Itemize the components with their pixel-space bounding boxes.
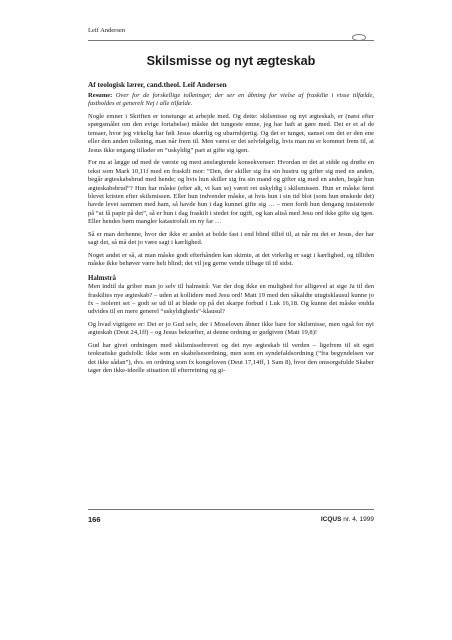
section-heading: Halmstrå xyxy=(88,274,116,282)
paragraph: Gud har givet ordningen med skilsmissebrevet og det nye ægteskab til verden – ligefrem til sit eget teokratiske gudsfolk: ikke som en skabelsesordning, men som en syndefaldsordning (“fra begyndelsen var det ikke sådan”), dvs. en ordning som fx kongeloven (Deut 17,14ff, 1 Sam 8), hvor den omsorgsfulde Skaber tager den ikke-ideelle situation til efterretning og gi- xyxy=(88,341,374,375)
summary xyxy=(88,92,374,109)
paragraph: For nu at lægge ud med de værste og mest ansfægtende konsekvenser: Hvordan er det at sidde og drøfte en tekst som Mark 10,11f med en fraskilt mor: “Den, der skiller sig fra sin hustru og gifter sig med en anden, begår ægteskabsbrud med hende; og hvis hun skiller sig fra sin mand og gifter sig med en anden, begår hun ægteskabsbrud”? Hun har måske (efter alt, vi kan se) været ret uskyldig i skilsmissen. Hun er måske først blevet kristen efter skilsmissen. Eller hun indvender måske, at hvis hun i sin tid blot (som hun ønskede det) havde levet sammen med ham, så havde hun i dag kunnet gifte sig … – men fordi hun dengang insisterede på “at få papir på det”, så er hun i dag fraskilt i stedet for ugift, og kan altså med Jesu ord ikke gifte sig igen. Eller hendes børn mangler katastrofalt en ny far … xyxy=(88,159,374,226)
paragraph: Noget andet er så, at man måske godt efterhånden kan skimte, at det virkelig er sagt i kærlighed, og tilliden måske ikke behøver være helt blind; det vil jeg gerne vende tilbage til til sidst. xyxy=(88,251,374,268)
page-number: 166 xyxy=(88,515,101,524)
footer-rule xyxy=(88,509,374,510)
header-rule xyxy=(88,40,374,41)
article-body xyxy=(88,92,374,380)
journal-issue-text: nr. 4, 1999 xyxy=(343,516,374,523)
summary-label: Resume: xyxy=(88,92,113,99)
journal-name: ICQUS xyxy=(320,516,342,523)
paragraph: Men indtil da griber man jo selv til halmstrå: Var der dog ikke en mulighed for alligevel at sige Ja til den fraskiltes nye ægteskab? – uden at kollidere med Jesu ord! Matt 19 med den såkaldte utugtsklausul kunne jo fx – isoleret set – godt se ud til at bløde op på det skarpe forbud i Luk 16,18. Og kunne det måske endda udvides til en mere generel “uskyldigheds”-klausul? xyxy=(88,283,374,316)
summary-text: Over for de forskellige tolkninger, der ser en åbning for vielse af fraskilte i visse tilfælde, fastholdes et generelt Nej i alle tilfælde. xyxy=(88,92,374,108)
journal-logo-icon xyxy=(352,34,366,41)
running-head-author: Leif Andersen xyxy=(88,27,126,34)
paragraph: Og hvad vigtigere er: Det er jo Gud selv, der i Moseloven åbner ikke bare for skilsmisse, men også for nyt ægteskab (Deut 24,1ff) – og Jesus bekræfter, at denne ordning er gudgiven (Matt 19,8)! xyxy=(88,320,374,337)
paragraph: Så er man derhenne, hvor der ikke er andet at bolde fast i end blind tillid til, at når nu det er Jesus, der har sagt det, så må det jo være sagt i kærlighed. xyxy=(88,230,374,247)
article-title: Skilsmisse og nyt ægteskab xyxy=(146,54,316,68)
paragraph: Nogle emner i Skriften er tonstunge at arbejde med. Og dette: skilsmisse og nyt ægteskab, er (næst efter spørgsmålet om den evige fortabelse) måske det tungeste emne, jeg har haft at gøre med. Det er et af de temaer, hvor jeg virkelig har følt Jesus ukærlig og ubarmhjertig. Og det er tunget, uanset om det er den ene eller den anden tolkning, man når frem til. Men værst er det selvfølgelig, hvis man nu er kommet frem til, at Jesus ikke engang tillader en “uskyldig” part at gifte sig igen. xyxy=(88,112,374,154)
article-byline: Af teologisk lærer, cand.theol. Leif Andersen xyxy=(88,80,227,89)
journal-issue xyxy=(321,516,374,523)
